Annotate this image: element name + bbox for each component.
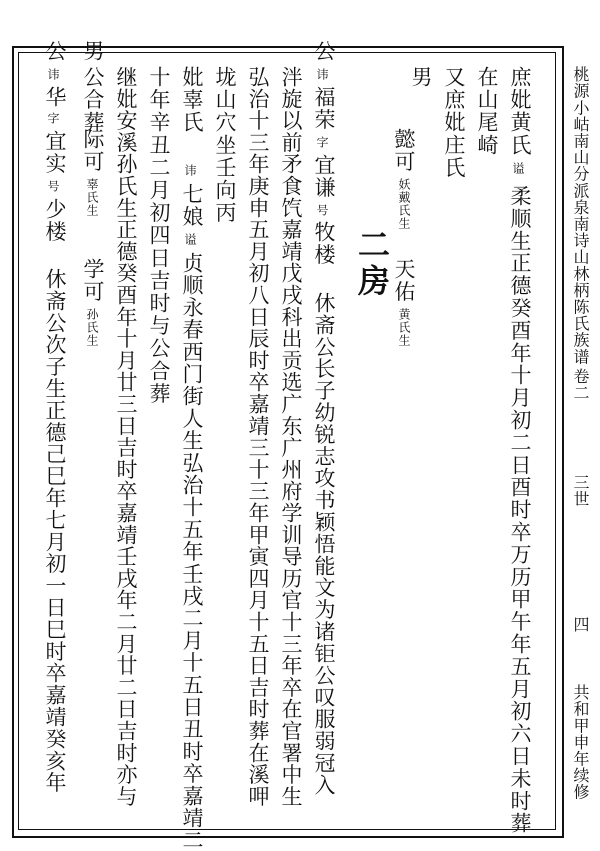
text-column: 宜谦 xyxy=(312,154,336,200)
text-column: 妣辜氏 xyxy=(180,66,204,134)
text-column: 继妣安溪孙氏生正德癸酉年十月廿三日吉时卒嘉靖壬戌年二月廿二日吉时亦与 xyxy=(114,66,138,808)
annotation-text: 字 xyxy=(46,112,60,125)
annotation-text: 讳 xyxy=(315,68,329,81)
annotation-text: 号 xyxy=(315,204,329,217)
text-column: 泮旋以前矛食饩嘉靖戊戌科出贡选广东广州府学训导历官十三年卒在官署中生 xyxy=(279,66,303,808)
book-title: 桃源小岵南山分派泉南诗山林柄陈氏族谱 xyxy=(571,66,590,365)
annotation-text: 孙氏生 xyxy=(85,308,99,347)
text-column: 少楼 xyxy=(43,198,67,244)
text-column: 柔顺生正德癸酉年十月初二日酉时卒万历甲午年五月初六日未时葬 xyxy=(508,185,532,835)
text-column: 弘治十三年庚申五月初八日辰时卒嘉靖三十三年甲寅四月十五日吉时葬在溪呷 xyxy=(246,66,270,808)
text-column: 懿可 xyxy=(392,128,416,174)
text-column: 宜实 xyxy=(43,130,67,176)
text-column: 福荣 xyxy=(312,86,336,132)
annotation-text: 字 xyxy=(315,136,329,149)
text-column: 垅山穴坐壬向丙 xyxy=(213,66,237,225)
generation-label: 三世 xyxy=(571,474,590,508)
section-title: 二房 xyxy=(353,228,391,300)
annotation-text: 号 xyxy=(46,180,60,193)
text-column: 庶妣黄氏 xyxy=(508,66,532,157)
annotation-text: 辜氏生 xyxy=(85,178,99,217)
text-column: 男 xyxy=(409,66,433,89)
text-column: 公 xyxy=(43,40,67,63)
annotation-text: 谥 xyxy=(511,162,525,175)
text-column: 牧楼 xyxy=(312,221,336,267)
text-column: 际可 xyxy=(81,128,105,174)
annotation-text: 黄氏生 xyxy=(397,308,411,347)
text-column: 休斋公长子幼锐志攻书颖悟能文为诸钜公叹服弱冠入 xyxy=(312,292,336,796)
text-column: 贞顺永春西门街人生弘治十五年壬戌二月十五日丑时卒嘉靖二 xyxy=(180,252,204,851)
annotation-text: 谥 xyxy=(183,233,197,246)
annotation-text: 讳 xyxy=(183,164,197,177)
text-column: 休斋公次子生正德己巳年七月初一日巳时卒嘉靖癸亥年 xyxy=(43,268,67,794)
edition-note: 共和甲申年续修 xyxy=(571,684,590,801)
page-number: 四 xyxy=(571,616,590,633)
text-column: 华 xyxy=(43,86,67,109)
text-column: 在山尾崎 xyxy=(475,66,499,157)
text-column: 男 xyxy=(81,40,105,63)
annotation-text: 妖戴氏生 xyxy=(397,178,411,230)
text-column: 公合葬 xyxy=(81,66,105,134)
text-column: 天佑 xyxy=(392,258,416,304)
text-column: 十年辛丑二月初四日吉时与公合葬 xyxy=(147,66,171,405)
text-column: 七娘 xyxy=(180,183,204,229)
volume-label: 卷二 xyxy=(571,368,590,402)
annotation-text: 讳 xyxy=(46,68,60,81)
text-column: 学可 xyxy=(81,258,105,304)
text-column: 又庶妣庄氏 xyxy=(442,66,466,179)
text-column: 公 xyxy=(312,40,336,63)
